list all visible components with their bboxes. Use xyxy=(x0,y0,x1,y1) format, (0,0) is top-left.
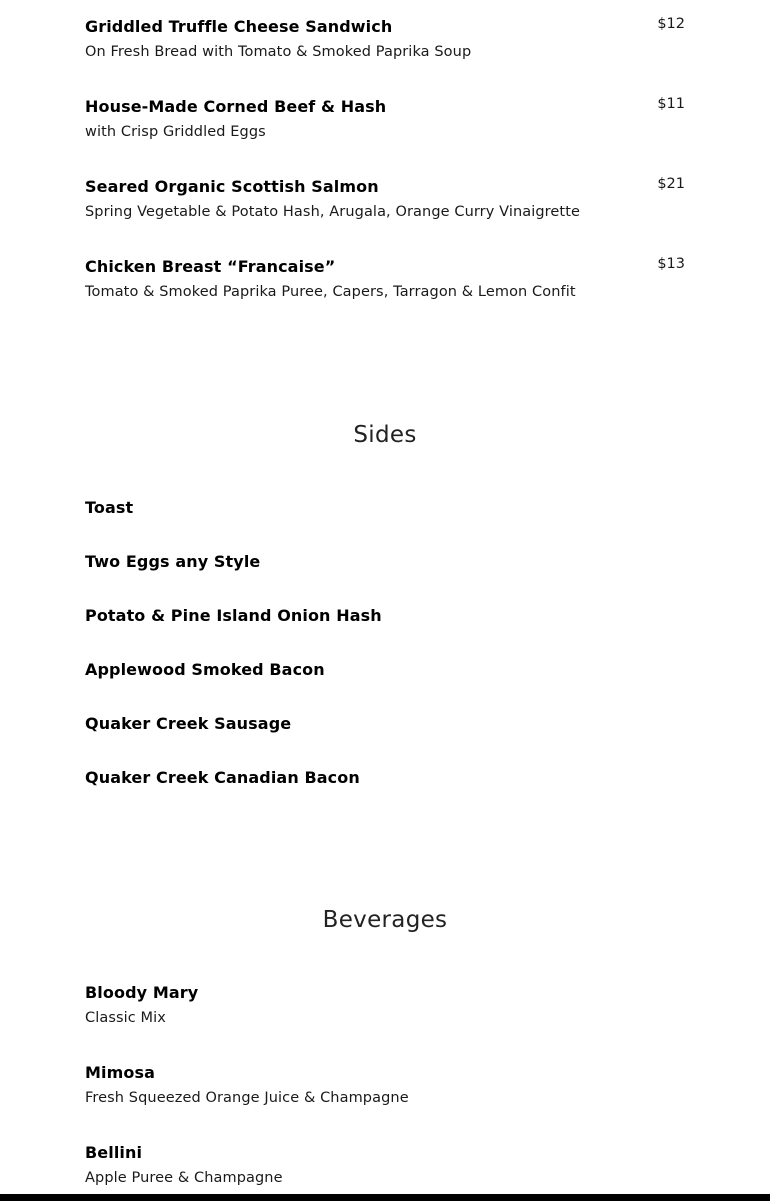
beverage-item-description: Apple Puree & Champagne xyxy=(85,1170,283,1186)
side-item-name: Quaker Creek Canadian Bacon xyxy=(85,768,360,787)
menu-item-name: Seared Organic Scottish Salmon xyxy=(85,177,379,196)
menu-item-name: House-Made Corned Beef & Hash xyxy=(85,97,387,116)
section-title-beverages: Beverages xyxy=(322,907,448,933)
beverage-item xyxy=(85,983,685,1028)
beverage-item-description: Fresh Squeezed Orange Juice & Champagne xyxy=(85,1090,409,1106)
side-item-name: Two Eggs any Style xyxy=(85,552,261,571)
side-item xyxy=(85,660,685,680)
beverage-item-description: Classic Mix xyxy=(85,1010,166,1026)
menu-item xyxy=(85,17,685,62)
side-item-name: Toast xyxy=(85,498,134,517)
side-item xyxy=(85,768,685,788)
menu-item xyxy=(85,177,685,222)
section-title-sides: Sides xyxy=(353,422,417,448)
beverage-item-name: Bloody Mary xyxy=(85,983,199,1002)
side-item-name: Quaker Creek Sausage xyxy=(85,714,292,733)
beverage-item-name: Bellini xyxy=(85,1143,143,1162)
side-item xyxy=(85,606,685,626)
side-item xyxy=(85,552,685,572)
menu-item xyxy=(85,257,685,302)
side-item-name: Potato & Pine Island Onion Hash xyxy=(85,606,382,625)
menu-item-price: $13 xyxy=(657,256,685,272)
menu-item-description: Tomato & Smoked Paprika Puree, Capers, Tarragon & Lemon Confit xyxy=(85,284,576,300)
beverage-item xyxy=(85,1143,685,1188)
menu-item-description: Spring Vegetable & Potato Hash, Arugala, Orange Curry Vinaigrette xyxy=(85,204,581,220)
menu-item xyxy=(85,97,685,142)
side-item xyxy=(85,714,685,734)
menu-item-description: On Fresh Bread with Tomato & Smoked Paprika Soup xyxy=(85,44,472,60)
menu-item-price: $11 xyxy=(657,96,685,112)
beverage-item-name: Mimosa xyxy=(85,1063,155,1082)
bottom-border-bar xyxy=(0,1194,770,1201)
menu-item-name: Griddled Truffle Cheese Sandwich xyxy=(85,17,393,36)
menu-item-name: Chicken Breast “Francaise” xyxy=(85,257,336,276)
menu-item-price: $12 xyxy=(657,16,685,32)
menu-item-description: with Crisp Griddled Eggs xyxy=(85,124,266,140)
side-item-name: Applewood Smoked Bacon xyxy=(85,660,325,679)
menu-item-price: $21 xyxy=(657,176,685,192)
side-item xyxy=(85,498,685,518)
beverage-item xyxy=(85,1063,685,1108)
